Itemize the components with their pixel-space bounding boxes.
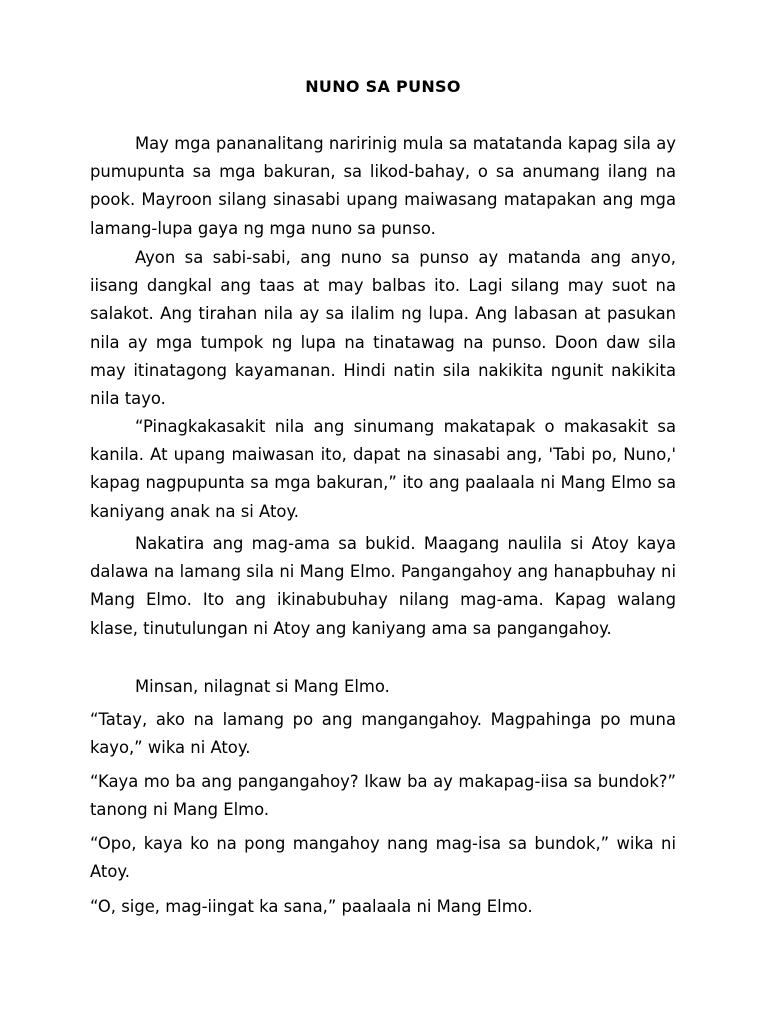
paragraph: “Kaya mo ba ang pangangahoy? Ikaw ba ay makapag-iisa sa bundok?” tanong ni Mang Elmo. xyxy=(90,772,676,820)
paragraph: “Tatay, ako na lamang po ang mangangahoy. Magpahinga po muna kayo,” wika ni Atoy. xyxy=(90,710,676,758)
document-page xyxy=(90,0,676,1024)
document-title: NUNO SA PUNSO xyxy=(305,77,461,96)
paragraph: Ayon sa sabi-sabi, ang nuno sa punso ay matanda ang anyo, iisang dangkal ang taas at may balbas ito. Lagi silang may suot na salakot. Ang tirahan nila ay sa ilalim ng lupa. Ang labasan at pasukan nila ay mga tumpok ng lupa na tinatawag na punso. Doon daw sila may itinatagong kayamanan. Hindi natin sila nakikita ngunit nakikita nila tayo. xyxy=(90,248,676,409)
paragraph: Nakatira ang mag-ama sa bukid. Maagang naulila si Atoy kaya dalawa na lamang sila ni Mang Elmo. Pangangahoy ang hanapbuhay ni Mang Elmo. Ito ang ikinabubuhay nilang mag-ama. Kapag walang klase, tinutulungan ni Atoy ang kaniyang ama sa pangangahoy. xyxy=(90,534,676,638)
paragraph: “Opo, kaya ko na pong mangahoy nang mag-isa sa bundok,” wika ni Atoy. xyxy=(90,834,676,882)
paragraph: “O, sige, mag-iingat ka sana,” paalaala ni Mang Elmo. xyxy=(90,897,533,916)
paragraph: May mga pananalitang naririnig mula sa matatanda kapag sila ay pumupunta sa mga bakuran, sa likod-bahay, o sa anumang ilang na pook. Mayroon silang sinasabi upang maiwasang matapakan ang mga lamang-lupa gaya ng mga nuno sa punso. xyxy=(90,134,676,238)
paragraph: “Pinagkakasakit nila ang sinumang makatapak o makasakit sa kanila. At upang maiwasan ito, dapat na sinasabi ang, 'Tabi po, Nuno,' kapag nagpupunta sa mga bakuran,” ito ang paalaala ni Mang Elmo sa kaniyang anak na si Atoy. xyxy=(90,417,676,521)
paragraph: Minsan, nilagnat si Mang Elmo. xyxy=(135,677,390,696)
